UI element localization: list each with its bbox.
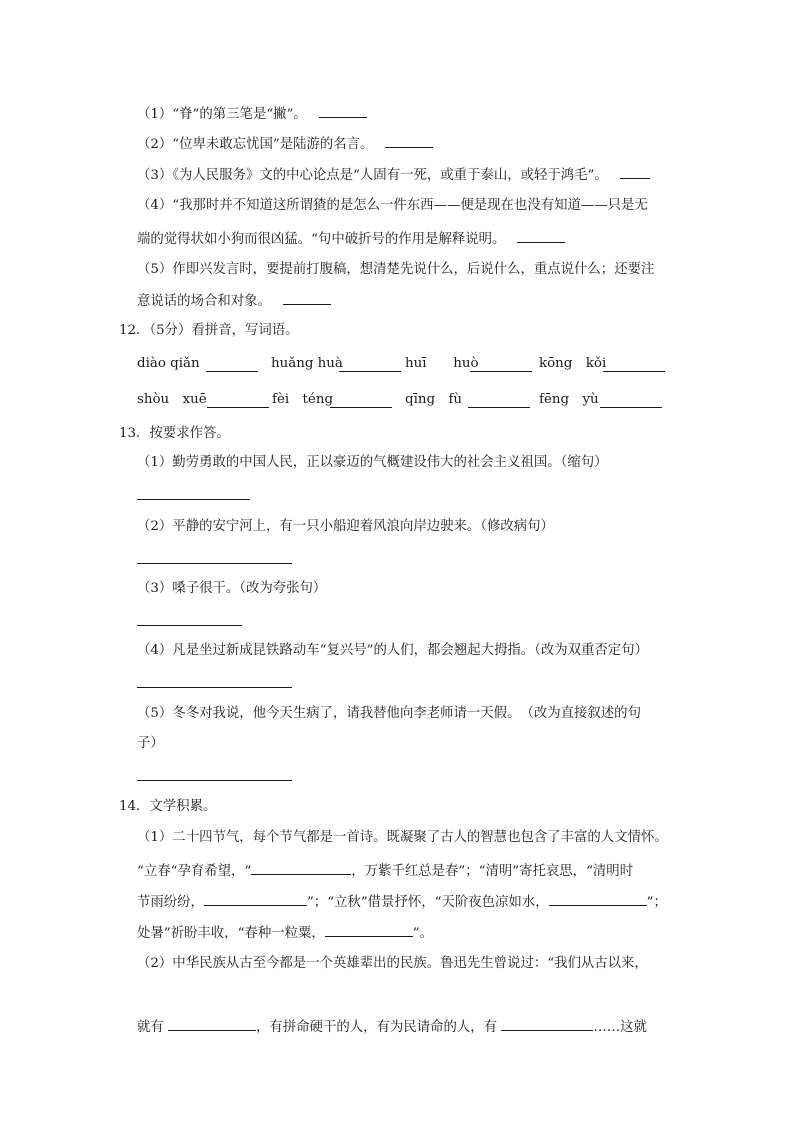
pinyin-answer-blank[interactable] (470, 371, 532, 372)
pinyin-answer-blank[interactable] (600, 407, 662, 408)
pinyin-8: fēng yù (539, 392, 599, 407)
pinyin-6: fèi téng (272, 392, 334, 407)
judge-item-2 (137, 133, 433, 155)
solar-terms-line-2 (137, 860, 633, 882)
pinyin-2: huǎng huà (271, 356, 343, 371)
answer-blank[interactable] (517, 228, 565, 243)
rewrite-answer-line[interactable] (137, 780, 292, 781)
fill-text: “立春“孕育希望，“ (137, 864, 252, 879)
fill-text: ，万紫千红总是春”；“清明”寄托哀思，“清明时 (351, 864, 634, 879)
judge-text-4b: 端的觉得状如小狗而很凶猛。“句中破折号的作用是解释说明。 (137, 232, 506, 247)
judge-item-1 (137, 103, 367, 125)
fill-text: ……这就 (593, 1020, 647, 1035)
judge-text-2: （2）“位卑未敢忘忧国”是陆游的名言。 (137, 137, 374, 152)
rewrite-answer-line[interactable] (137, 563, 292, 564)
rewrite-item-5-line-1: （5）冬冬对我说，他今天生病了，请我替他向李老师请一天假。 （改为直接叙述的句 (137, 706, 641, 721)
rewrite-item-2: （2）平静的安宁河上，有一只小船迎着风浪向岸边驶来。（修改病句） (137, 519, 554, 534)
fill-blank[interactable] (549, 891, 647, 906)
fill-blank[interactable] (501, 1016, 593, 1031)
rewrite-item-3: （3）嗓子很干。（改为夸张句） (137, 581, 327, 596)
pinyin-answer-blank[interactable] (339, 371, 401, 372)
fill-blank[interactable] (325, 922, 413, 937)
fill-text: ”；“立秋”借景抒怀，“天阶夜色凉如水， (306, 895, 549, 910)
pinyin-5: shòu xuē (137, 392, 207, 407)
answer-blank[interactable] (319, 103, 367, 118)
judge-text-5b: 意说话的场合和对象。 (137, 294, 271, 309)
solar-terms-intro: （1）二十四节气，每个节气都是一首诗。既凝聚了古人的智慧也包含了丰富的人文情怀。 (137, 830, 668, 845)
judge-text-1: （1）“脊”的第三笔是“撇”。 (137, 107, 307, 122)
pinyin-3: huī huò (405, 356, 479, 371)
rewrite-answer-line[interactable] (137, 687, 292, 688)
fill-text: ，有拼命硬干的人，有为民请命的人，有 (256, 1020, 502, 1035)
judge-text-3: （3）《为人民服务》文的中心论点是“人固有一死，或重于泰山，或轻于鸿毛”。 (137, 168, 608, 183)
rewrite-answer-line[interactable] (137, 625, 242, 626)
judge-item-5-line-1: （5）作即兴发言时，要提前打腹稿，想清楚先说什么，后说什么，重点说什么；还要注 (137, 262, 655, 277)
rewrite-item-1: （1）勤劳勇敢的中国人民，正以豪迈的气概建设伟大的社会主义祖国。（缩句） (137, 455, 608, 470)
pinyin-answer-blank[interactable] (603, 371, 665, 372)
pinyin-4: kōng kǒi (539, 356, 607, 371)
pinyin-answer-blank[interactable] (330, 407, 392, 408)
rewrite-item-4: （4）凡是坐过新成昆铁路动车“复兴号”的人们，都会翘起大拇指。（改为双重否定句） (137, 643, 648, 658)
fill-text: ”； (646, 895, 667, 910)
pinyin-answer-blank[interactable] (206, 371, 258, 372)
judge-item-3 (137, 164, 650, 186)
lu-xun-line-1: （2）中华民族从古至今都是一个英雄辈出的民族。鲁迅先生曾说过：“我们从古以来， (137, 956, 648, 971)
rewrite-item-5-line-2: 子） (137, 736, 164, 751)
question-14-title: 14．文学积累。 (119, 799, 217, 814)
pinyin-1: diào qiǎn (137, 356, 200, 371)
answer-blank[interactable] (385, 133, 433, 148)
solar-terms-line-4 (137, 922, 433, 944)
fill-text: 就有 (137, 1020, 169, 1035)
pinyin-answer-blank[interactable] (468, 407, 530, 408)
fill-blank[interactable] (168, 1016, 256, 1031)
pinyin-7: qīng fù (405, 392, 463, 407)
fill-text: ”。 (412, 926, 434, 941)
question-12-title: 12．（5分）看拼音，写词语。 (119, 323, 299, 338)
fill-blank[interactable] (251, 860, 351, 875)
judge-item-4-line-1: （4）“我那时并不知道这所谓猹的是怎么一件东西——便是现在也没有知道——只是无 (137, 198, 648, 213)
answer-blank[interactable] (620, 164, 650, 179)
question-13-title: 13．按要求作答。 (119, 426, 230, 441)
judge-item-5-line-2 (137, 290, 331, 312)
fill-text: 节雨纷纷， (137, 895, 204, 910)
answer-blank[interactable] (283, 290, 331, 305)
pinyin-answer-blank[interactable] (207, 407, 269, 408)
fill-blank[interactable] (204, 891, 307, 906)
judge-item-4-line-2 (137, 228, 565, 250)
lu-xun-line-2 (137, 1016, 647, 1038)
solar-terms-line-3 (137, 891, 667, 913)
rewrite-answer-line[interactable] (137, 499, 250, 500)
fill-text: 处暑”祈盼丰收，“春种一粒粟， (137, 926, 325, 941)
